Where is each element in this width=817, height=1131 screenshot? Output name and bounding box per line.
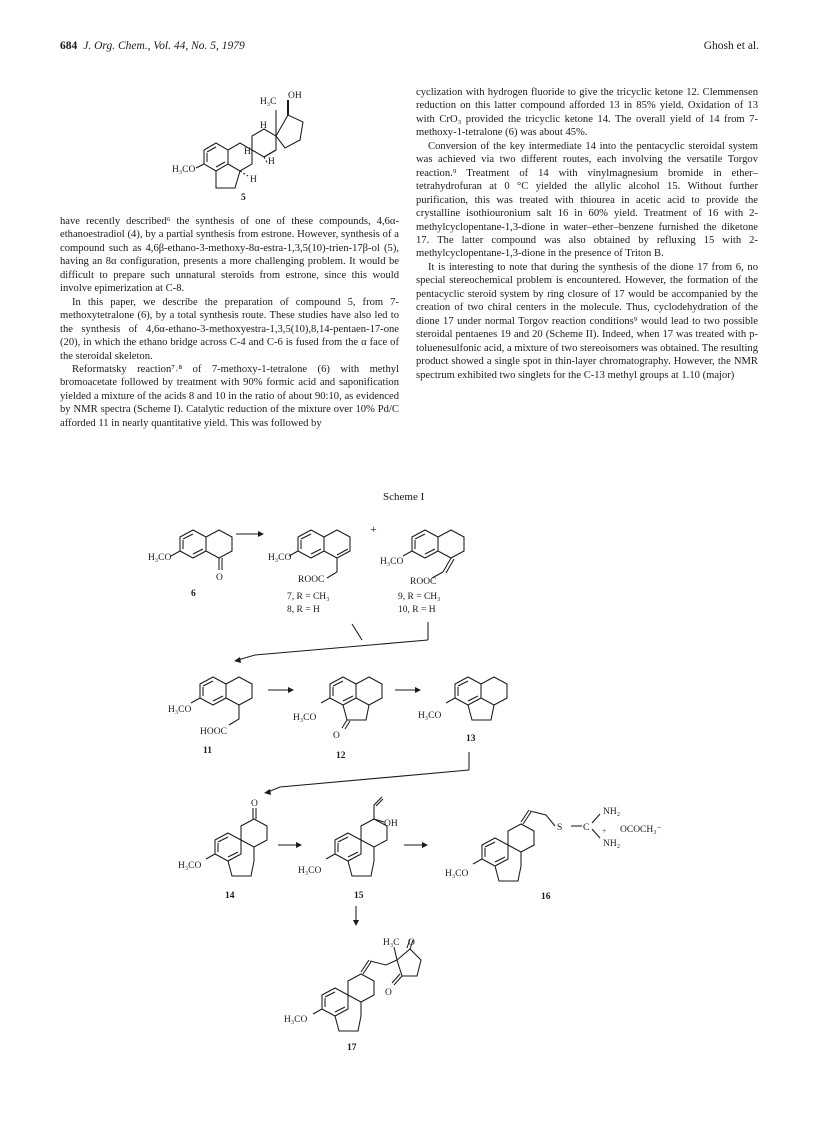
paragraph: In this paper, we describe the preparation of compound 5, from 7-methoxytetralone (6), by a total synthesis route. These studies have also led to the synthesis of 4,6α-ethano-3-methoxyestra-1,3,5(10),8,14-pentaen-17-one (20), in which the ethano bridge across C-4 and C-6 is fused from the α face of the steroidal skeleton.: [60, 296, 399, 362]
compound-7-bonds: [289, 530, 350, 578]
c16-acetate-label: OCOCH₃⁻: [620, 825, 662, 835]
c16-carbon-label: C: [583, 823, 590, 833]
journal-citation: J. Org. Chem., Vol. 44, No. 5, 1979: [83, 40, 245, 52]
c12-oxygen-label: O: [333, 731, 340, 741]
left-column-text: [60, 215, 399, 430]
arrowhead: [258, 531, 264, 537]
c11-methoxy-label: H₃CO: [168, 705, 192, 715]
compound-5-number: 5: [241, 193, 246, 203]
c7-methoxy-label: H₃CO: [268, 553, 292, 563]
compound-11-number: 11: [203, 746, 212, 756]
connector-to-11: [238, 622, 428, 660]
compound-6-bonds: [171, 530, 232, 570]
c17-methoxy-label: H₃CO: [284, 1015, 308, 1025]
c16-nh2-top-label: NH₂: [603, 807, 621, 817]
c16-charge-label: +: [602, 826, 607, 835]
paragraph: Reformatsky reaction⁷˒⁸ of 7-methoxy-1-tetralone (6) with methyl bromoacetate followed by treatment with 90% formic acid and saponification yielded a mixture of the acids 8 and 10 in the ratio of about 90:10, as evidenced by NMR spectra (Scheme I). Catalytic reduction of the mixture over 10% Pd/C afforded 11 in nearly quantitative yield. This was followed by: [60, 363, 399, 429]
compound-8-label: 8, R = H: [287, 605, 320, 615]
c12-methoxy-label: H₃CO: [293, 713, 317, 723]
paragraph: It is interesting to note that during the synthesis of the dione 17 from 6, no special stereochemical problem is encountered. However, the formation of the pentacyclic steroid system by ring closure of 17 would be accompanied by the creation of two chiral centers in the molecule. Thus, cyclodehydration of the dione 17 under normal Torgov reaction conditions⁹ would lead to two possible steroidal pentaenes 19 and 20 (Scheme II). Indeed, when 17 was treated with p-toluenesulfonic acid, a mixture of two stereoisomers was obtained. The resulting product showed a single spot in thin-layer chromatography. However, the NMR spectrum exhibited two singlets for the C-13 methyl groups at 1.10 (major): [416, 261, 758, 381]
arrowhead: [415, 687, 421, 693]
c16-sulfur-label: S: [557, 823, 563, 833]
scheme-1-figure: [0, 480, 817, 1060]
compound-13-number: 13: [466, 734, 476, 744]
paragraph: cyclization with hydrogen fluoride to give the tricyclic ketone 12. Clemmensen reduction on this latter compound afforded 13 in 85% yield. Oxidation of 13 with CrO₃ provided the tricyclic ketone 14. The overall yield of 14 from 7-methoxy-1-tetralone (6) was about 45%.: [416, 87, 758, 139]
c13-methoxy-label: H₃CO: [418, 711, 442, 721]
c17-oxygen-bottom-label: O: [385, 988, 392, 998]
compound-15-bonds: [326, 797, 387, 876]
right-column-text: [416, 86, 758, 382]
compound-5-structure: [170, 86, 350, 206]
plus-sign: +: [370, 522, 377, 536]
c7-ester-label: ROOC: [298, 575, 325, 585]
c17-oxygen-top-label: O: [408, 938, 415, 948]
running-header-left: [60, 40, 245, 52]
arrowhead: [353, 920, 359, 926]
compound-5-h-label-3: H: [268, 157, 275, 167]
compound-6-number: 6: [191, 589, 196, 599]
running-header-authors: Ghosh et al.: [703, 40, 759, 52]
c16-methoxy-label: H₃CO: [445, 869, 469, 879]
arrowhead: [422, 842, 428, 848]
compound-9-label: 9, R = CH₃: [398, 592, 441, 602]
compound-9-bonds: [403, 530, 464, 578]
paragraph: Conversion of the key intermediate 14 into the pentacyclic steroidal system was achieved via two different routes, each involving the versatile Torgov reaction.⁹ Treatment of 14 with vinylmagnesium bromide in ether–tetrahydrofuran at 0 °C yielded the allylic alcohol 15. Without further purification, this was treated with thiourea in acetic acid to provide the crystalline isothiouronium salt 16 in 60% yield. Treatment of 16 with 2-methylcyclopentane-1,3-dione in water–ether–benzene furnished the diketone 17. The latter compound was also obtained by refluxing 15 with 2-methylcyclopentane-1,3-dione in the presence of Triton B.: [416, 140, 758, 260]
compound-5-h-label-4: H: [250, 175, 257, 185]
c6-oxygen-label: O: [216, 573, 223, 583]
compound-11-bonds: [191, 677, 252, 725]
c14-oxygen-label: O: [251, 799, 258, 809]
compound-12-number: 12: [336, 751, 346, 761]
page-number: 684: [60, 40, 78, 52]
compound-16-bonds: [473, 810, 600, 881]
compound-5-h-label-2: H: [244, 147, 251, 157]
c14-methoxy-label: H₃CO: [178, 861, 202, 871]
compound-17-bonds: [313, 939, 421, 1031]
c15-methoxy-label: H₃CO: [298, 866, 322, 876]
arrowhead: [296, 842, 302, 848]
arrowhead: [234, 657, 241, 663]
scheme-title: Scheme I: [383, 491, 425, 503]
paragraph: have recently described⁶ the synthesis of one of these compounds, 4,6α-ethanoestradiol (4), by a partial synthesis from estrone. However, synthesis of a compound such as 4,6β-ethano-3-methoxy-8α-estra-1,3,5(10)-trien-17β-ol (5), having an 8α configuration, presents a more challenging problem. It would be difficult to prepare such unnatural steroids from estrone, since this would involve epimerization at C-8.: [60, 216, 399, 295]
compound-7-label: 7, R = CH₃: [287, 592, 330, 602]
compound-14-bonds: [206, 808, 267, 876]
arrowhead: [264, 789, 271, 795]
compound-14-number: 14: [225, 891, 235, 901]
compound-16-number: 16: [541, 892, 551, 902]
c17-methyl-label: H₃C: [383, 938, 400, 948]
connector-to-14: [268, 752, 469, 792]
compound-5-oh-label: OH: [288, 91, 302, 101]
c9-ester-label: ROOC: [410, 577, 437, 587]
compound-5-h-label-1: H: [260, 121, 267, 131]
compound-17-number: 17: [347, 1043, 357, 1053]
compound-13-bonds: [446, 677, 507, 720]
c6-methoxy-label: H₃CO: [148, 553, 172, 563]
compound-10-label: 10, R = H: [398, 605, 436, 615]
c9-methoxy-label: H₃CO: [380, 557, 404, 567]
compound-5-methoxy-label: H₃CO: [172, 165, 196, 175]
arrowhead: [288, 687, 294, 693]
c15-oh-label: OH: [384, 819, 398, 829]
c16-nh2-bottom-label: NH₂: [603, 839, 621, 849]
compound-5-methyl-label: H₃C: [260, 97, 277, 107]
compound-12-bonds: [321, 677, 382, 729]
compound-15-number: 15: [354, 891, 364, 901]
c11-acid-label: HOOC: [200, 727, 227, 737]
